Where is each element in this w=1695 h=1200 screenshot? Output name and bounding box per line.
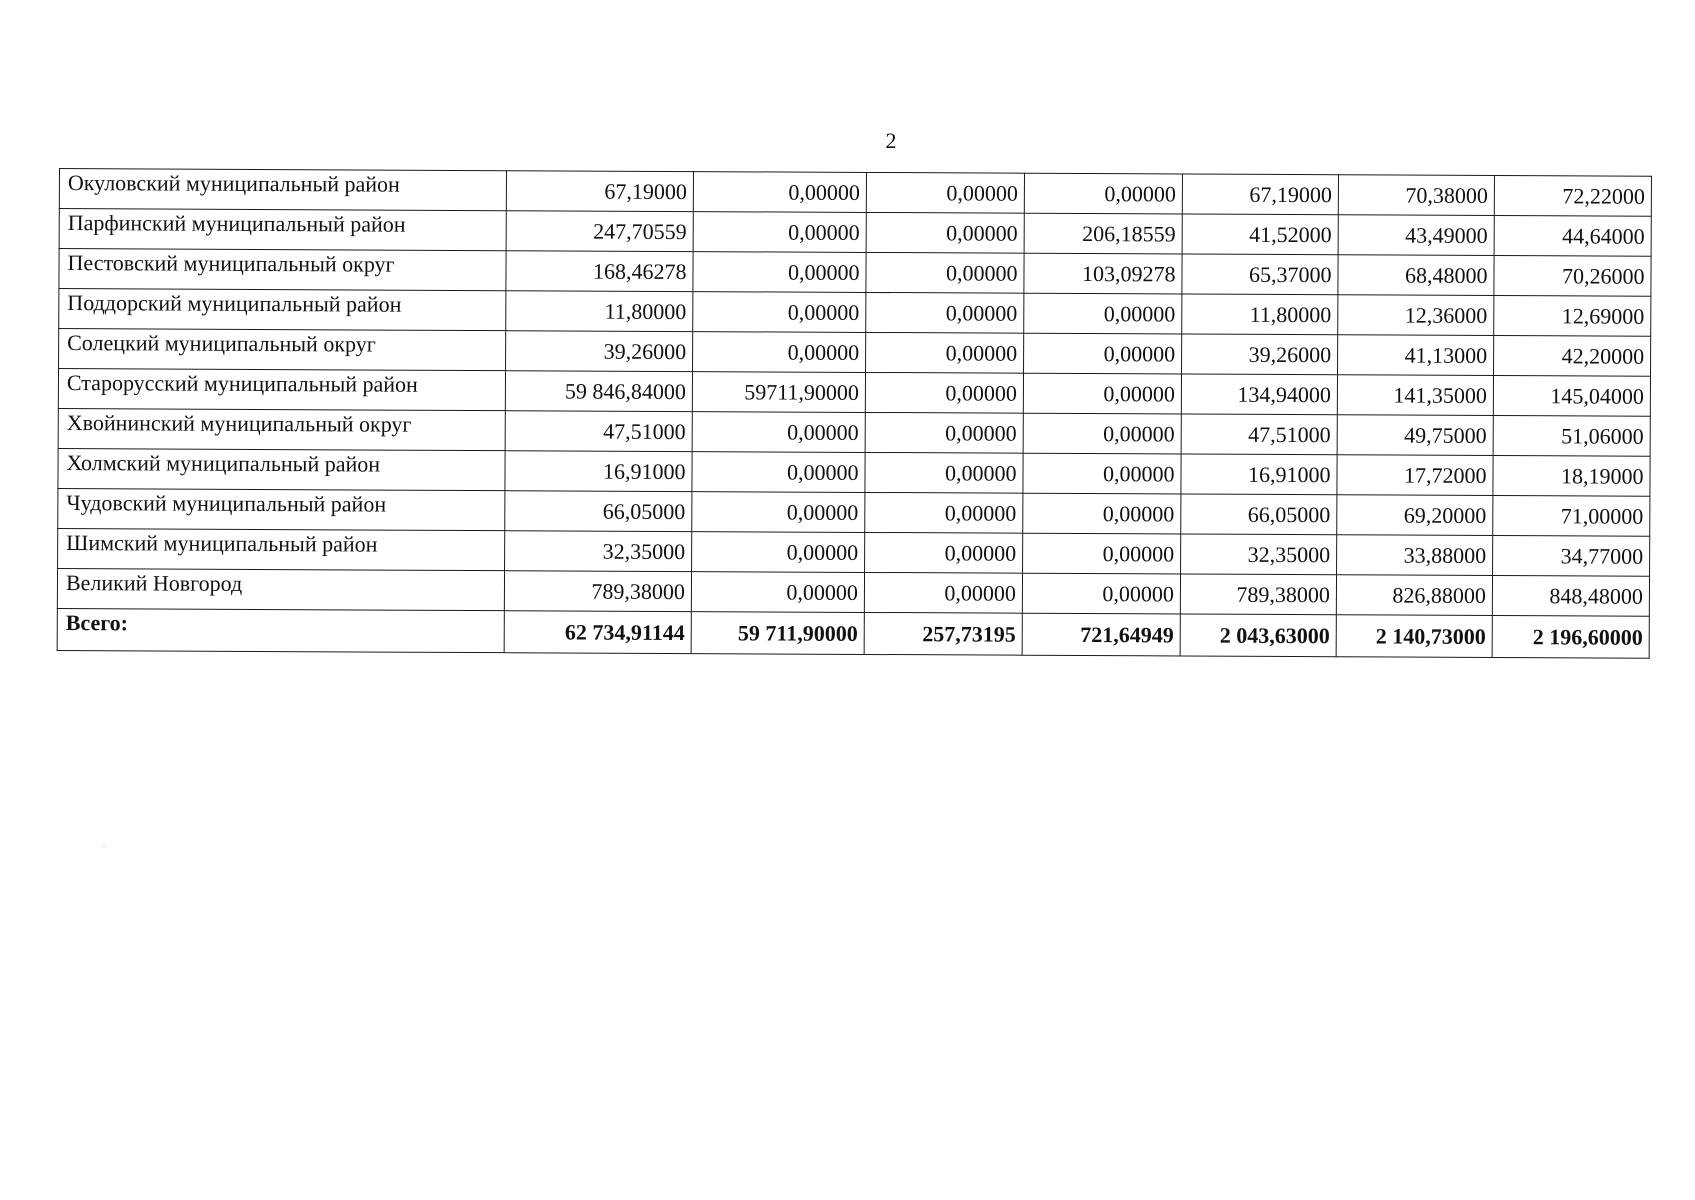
value-col-7: 18,19000: [1493, 456, 1650, 497]
total-row: [57, 608, 1649, 658]
municipality-name: Шимский муниципальный район: [58, 528, 505, 570]
value-col-1: 247,70559: [506, 211, 693, 252]
value-col-7: 51,06000: [1493, 416, 1650, 457]
value-col-6: 43,49000: [1338, 215, 1494, 256]
value-col-4: 0,00000: [1024, 333, 1182, 374]
municipality-name: Парфинский муниципальный район: [59, 209, 506, 251]
municipality-name: Старорусский муниципальный район: [58, 369, 505, 411]
scan-artifact: [103, 846, 105, 847]
total-value-col-2: 59 711,90000: [691, 612, 864, 655]
municipality-name: Пестовский муниципальный округ: [59, 249, 506, 291]
value-col-6: 141,35000: [1337, 375, 1493, 416]
value-col-6: 49,75000: [1337, 415, 1493, 456]
value-col-4: 0,00000: [1022, 573, 1180, 614]
value-col-1: 11,80000: [506, 291, 693, 332]
total-label: Всего:: [57, 608, 504, 652]
value-col-5: 39,26000: [1182, 334, 1338, 375]
value-col-5: 41,52000: [1182, 214, 1338, 255]
value-col-1: 67,19000: [506, 171, 693, 212]
value-col-3: 0,00000: [865, 452, 1023, 493]
value-col-3: 0,00000: [865, 412, 1023, 453]
total-value-col-5: 2 043,63000: [1180, 614, 1336, 657]
value-col-7: 42,20000: [1494, 336, 1651, 377]
value-col-5: 11,80000: [1182, 294, 1338, 335]
table-body: [57, 169, 1651, 659]
value-col-6: 68,48000: [1338, 255, 1494, 296]
value-col-4: 0,00000: [1023, 373, 1181, 414]
value-col-4: 0,00000: [1023, 453, 1181, 494]
municipality-name: Окуловский муниципальный район: [59, 169, 506, 211]
value-col-1: 59 846,84000: [505, 371, 692, 412]
value-col-6: 70,38000: [1338, 175, 1494, 216]
value-col-3: 0,00000: [866, 172, 1024, 213]
value-col-5: 16,91000: [1181, 454, 1337, 495]
value-col-5: 789,38000: [1180, 574, 1336, 615]
total-value-col-3: 257,73195: [864, 612, 1022, 655]
value-col-1: 32,35000: [505, 531, 692, 572]
value-col-3: 0,00000: [865, 492, 1023, 533]
value-col-2: 0,00000: [693, 252, 866, 293]
value-col-2: 0,00000: [693, 292, 866, 333]
value-col-3: 0,00000: [864, 572, 1022, 613]
total-value-col-4: 721,64949: [1022, 613, 1180, 656]
value-col-4: 0,00000: [1024, 173, 1182, 214]
value-col-5: 134,94000: [1181, 374, 1337, 415]
value-col-4: 0,00000: [1023, 413, 1181, 454]
value-col-2: 0,00000: [693, 212, 866, 253]
value-col-4: 0,00000: [1024, 293, 1182, 334]
value-col-4: 0,00000: [1023, 533, 1181, 574]
value-col-2: 0,00000: [693, 332, 866, 373]
value-col-4: 206,18559: [1024, 213, 1182, 254]
value-col-7: 34,77000: [1493, 536, 1650, 577]
data-table-wrapper: [57, 168, 1651, 659]
total-value-col-7: 2 196,60000: [1492, 616, 1649, 659]
value-col-3: 0,00000: [866, 292, 1024, 333]
municipality-name: Великий Новгород: [57, 568, 504, 610]
value-col-7: 44,64000: [1494, 216, 1651, 257]
value-col-1: 789,38000: [504, 571, 691, 612]
value-col-6: 826,88000: [1336, 575, 1492, 616]
value-col-1: 39,26000: [506, 331, 693, 372]
value-col-3: 0,00000: [865, 372, 1023, 413]
value-col-4: 0,00000: [1023, 493, 1181, 534]
value-col-7: 72,22000: [1494, 176, 1651, 217]
value-col-5: 67,19000: [1182, 174, 1338, 215]
value-col-6: 41,13000: [1338, 335, 1494, 376]
value-col-1: 47,51000: [505, 411, 692, 452]
value-col-7: 70,26000: [1494, 256, 1651, 297]
value-col-6: 12,36000: [1338, 295, 1494, 336]
municipality-name: Хвойнинский муниципальный округ: [58, 408, 505, 450]
value-col-1: 16,91000: [505, 451, 692, 492]
value-col-7: 71,00000: [1493, 496, 1650, 537]
value-col-6: 69,20000: [1337, 495, 1493, 536]
value-col-6: 33,88000: [1337, 535, 1493, 576]
value-col-1: 168,46278: [506, 251, 693, 292]
value-col-2: 0,00000: [692, 492, 865, 533]
value-col-3: 0,00000: [865, 532, 1023, 573]
value-col-2: 0,00000: [693, 172, 866, 213]
page-number: 2: [885, 128, 897, 153]
municipality-name: Чудовский муниципальный район: [58, 488, 505, 530]
total-value-col-1: 62 734,91144: [504, 611, 691, 654]
value-col-3: 0,00000: [866, 252, 1024, 293]
municipality-name: Солецкий муниципальный округ: [59, 329, 506, 371]
value-col-5: 47,51000: [1181, 414, 1337, 455]
value-col-6: 17,72000: [1337, 455, 1493, 496]
value-col-2: 0,00000: [692, 412, 865, 453]
value-col-5: 32,35000: [1181, 534, 1337, 575]
value-col-2: 0,00000: [692, 532, 865, 573]
value-col-5: 66,05000: [1181, 494, 1337, 535]
value-col-5: 65,37000: [1182, 254, 1338, 295]
total-value-col-6: 2 140,73000: [1336, 615, 1492, 658]
value-col-7: 145,04000: [1493, 376, 1650, 417]
value-col-2: 0,00000: [691, 572, 864, 613]
value-col-3: 0,00000: [866, 212, 1024, 253]
value-col-2: 59711,90000: [692, 372, 865, 413]
value-col-2: 0,00000: [692, 452, 865, 493]
value-col-7: 12,69000: [1494, 296, 1651, 337]
value-col-3: 0,00000: [866, 332, 1024, 373]
municipality-name: Поддорский муниципальный район: [59, 289, 506, 331]
municipality-name: Холмский муниципальный район: [58, 448, 505, 490]
data-table: [57, 168, 1652, 659]
value-col-1: 66,05000: [505, 491, 692, 532]
value-col-7: 848,48000: [1492, 576, 1649, 617]
value-col-4: 103,09278: [1024, 253, 1182, 294]
